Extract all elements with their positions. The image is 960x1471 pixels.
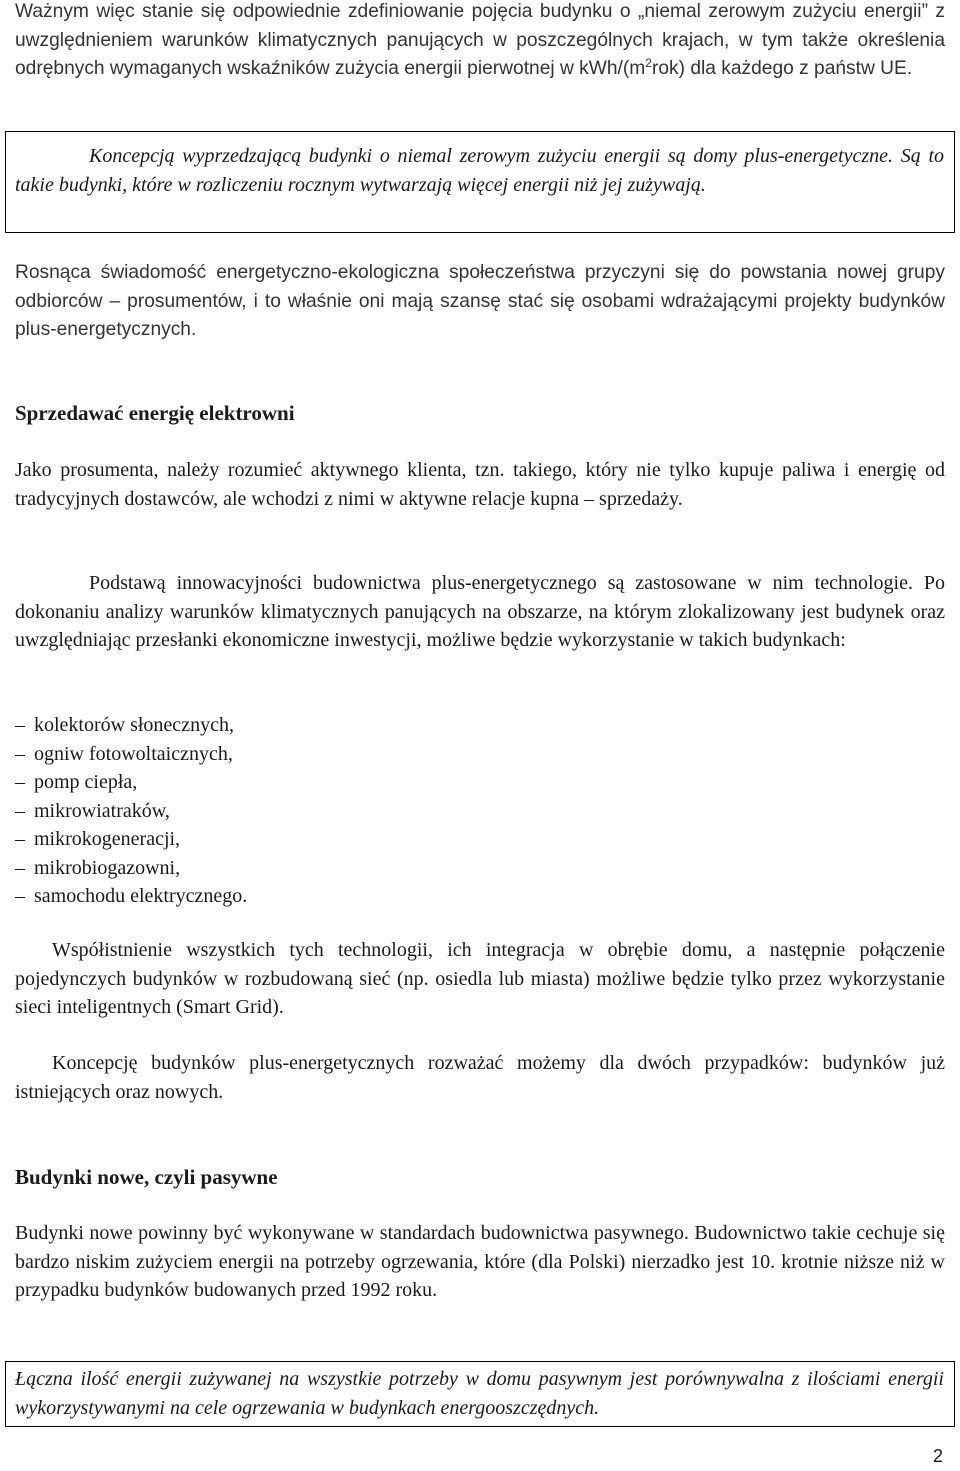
boxed-note-sentence-2: Są to takie budynki, które w rozliczeniu rocznym wytwarzają więcej energii niż jej zużywają. (15, 145, 945, 196)
list-dash: – (15, 742, 25, 765)
section-heading-passive-buildings: Budynki nowe, czyli pasywne (15, 1165, 278, 1189)
cases-paragraph: Koncepcję budynków plus-energetycznych rozważać możemy dla dwóch przypadków: budynków już istniejących oraz nowych. (15, 1052, 945, 1103)
technologies-list (15, 711, 945, 911)
list-item-text: mikrokogeneracji, (34, 828, 181, 850)
boxed-note-passive-text: Łączna ilość energii zużywanej na wszystkie potrzeby w domu pasywnym jest porównywalna z ilościami energii wykorzystywanymi na cele ogrzewania w budynkach energooszczędnych. (15, 1368, 944, 1419)
list-dash: – (15, 856, 25, 879)
list-dash: – (15, 771, 25, 793)
list-item-text: ogniw fotowoltaicznych, (34, 742, 233, 765)
list-item-text: kolektorów słonecznych, (34, 714, 234, 736)
intro-text-a: Ważnym więc stanie się odpowiednie zdefiniowanie pojęcia budynku o „niemal zerowym zużyciu energii” z uwzględnieniem warunków klimatycznych panujących w poszczególnych krajach, w tym także określenia odrębnych wymaganych wskaźników zużycia energii pierwotnej w kWh/(m (15, 1, 945, 79)
list-item-text: mikrowiatraków, (34, 799, 170, 822)
passive-buildings-paragraph: Budynki nowe powinny być wykonywane w standardach budownictwa pasywnego. Budownictwo takie cechuje się bardzo niskim zużyciem energii na potrzeby ogrzewania, które (dla Polski) nierzadko jest 10. krotnie niższe niż w przypadku budynków budowanych przed 1992 roku. (15, 1222, 945, 1301)
section-heading-sell-energy: Sprzedawać energię elektrowni (15, 401, 295, 425)
intro-text-b: rok) dla każdego z państw UE. (651, 58, 913, 79)
list-item-text: pomp ciepła, (34, 771, 138, 793)
list-item-text: samochodu elektrycznego. (34, 885, 248, 907)
list-item (15, 768, 945, 797)
list-dash: – (15, 799, 25, 822)
list-dash: – (15, 885, 25, 907)
page-number: 2 (932, 1446, 943, 1466)
list-item (15, 797, 945, 826)
boxed-note-sentence-1: Koncepcją wyprzedzającą budynki o niemal zerowym zużyciu energii są domy plus-energetyczne. (89, 145, 894, 167)
boxed-note-passive-energy (5, 1361, 955, 1427)
list-dash: – (15, 828, 25, 850)
smart-grid-paragraph: Współistnienie wszystkich tych technologii, ich integracja w obrębie domu, a następnie połączenie pojedynczych budynków w rozbudowaną sieć (np. osiedla lub miasta) możliwe będzie tylko przez wykorzystanie sieci inteligentnych (Smart Grid). (15, 939, 945, 1018)
list-item (15, 740, 945, 769)
boxed-note-text (15, 142, 944, 199)
list-item-text: mikrobiogazowni, (34, 856, 181, 879)
list-dash: – (15, 714, 25, 736)
list-item (15, 825, 945, 854)
intro-superscript: 2 (645, 56, 652, 70)
technologies-paragraph: Podstawą innowacyjności budownictwa plus-energetycznego są zastosowane w nim technologie. Po dokonaniu analizy warunków klimatycznych panujących na obszarze, na którym zlokalizowany jest budynek oraz uwzględniając przesłanki ekonomiczne inwestycji, możliwe będzie wykorzystanie w takich budynkach: (15, 572, 945, 651)
prosument-paragraph: Rosnąca świadomość energetyczno-ekologiczna społeczeństwa przyczyni się do powstania nowej grupy odbiorców – prosumentów, i to właśnie oni mają szansę stać się osobami wdrażającymi projekty budynków plus-energetycznych. (15, 262, 945, 340)
intro-paragraph (15, 0, 945, 84)
boxed-note-plus-energy (5, 131, 955, 233)
list-item (15, 711, 945, 740)
prosument-definition-paragraph: Jako prosumenta, należy rozumieć aktywnego klienta, tzn. takiego, który nie tylko kupuje paliwa i energię od tradycyjnych dostawców, ale wchodzi z nimi w aktywne relacje kupna – sprzedaży. (15, 459, 945, 510)
list-item (15, 854, 945, 883)
list-item (15, 882, 945, 911)
